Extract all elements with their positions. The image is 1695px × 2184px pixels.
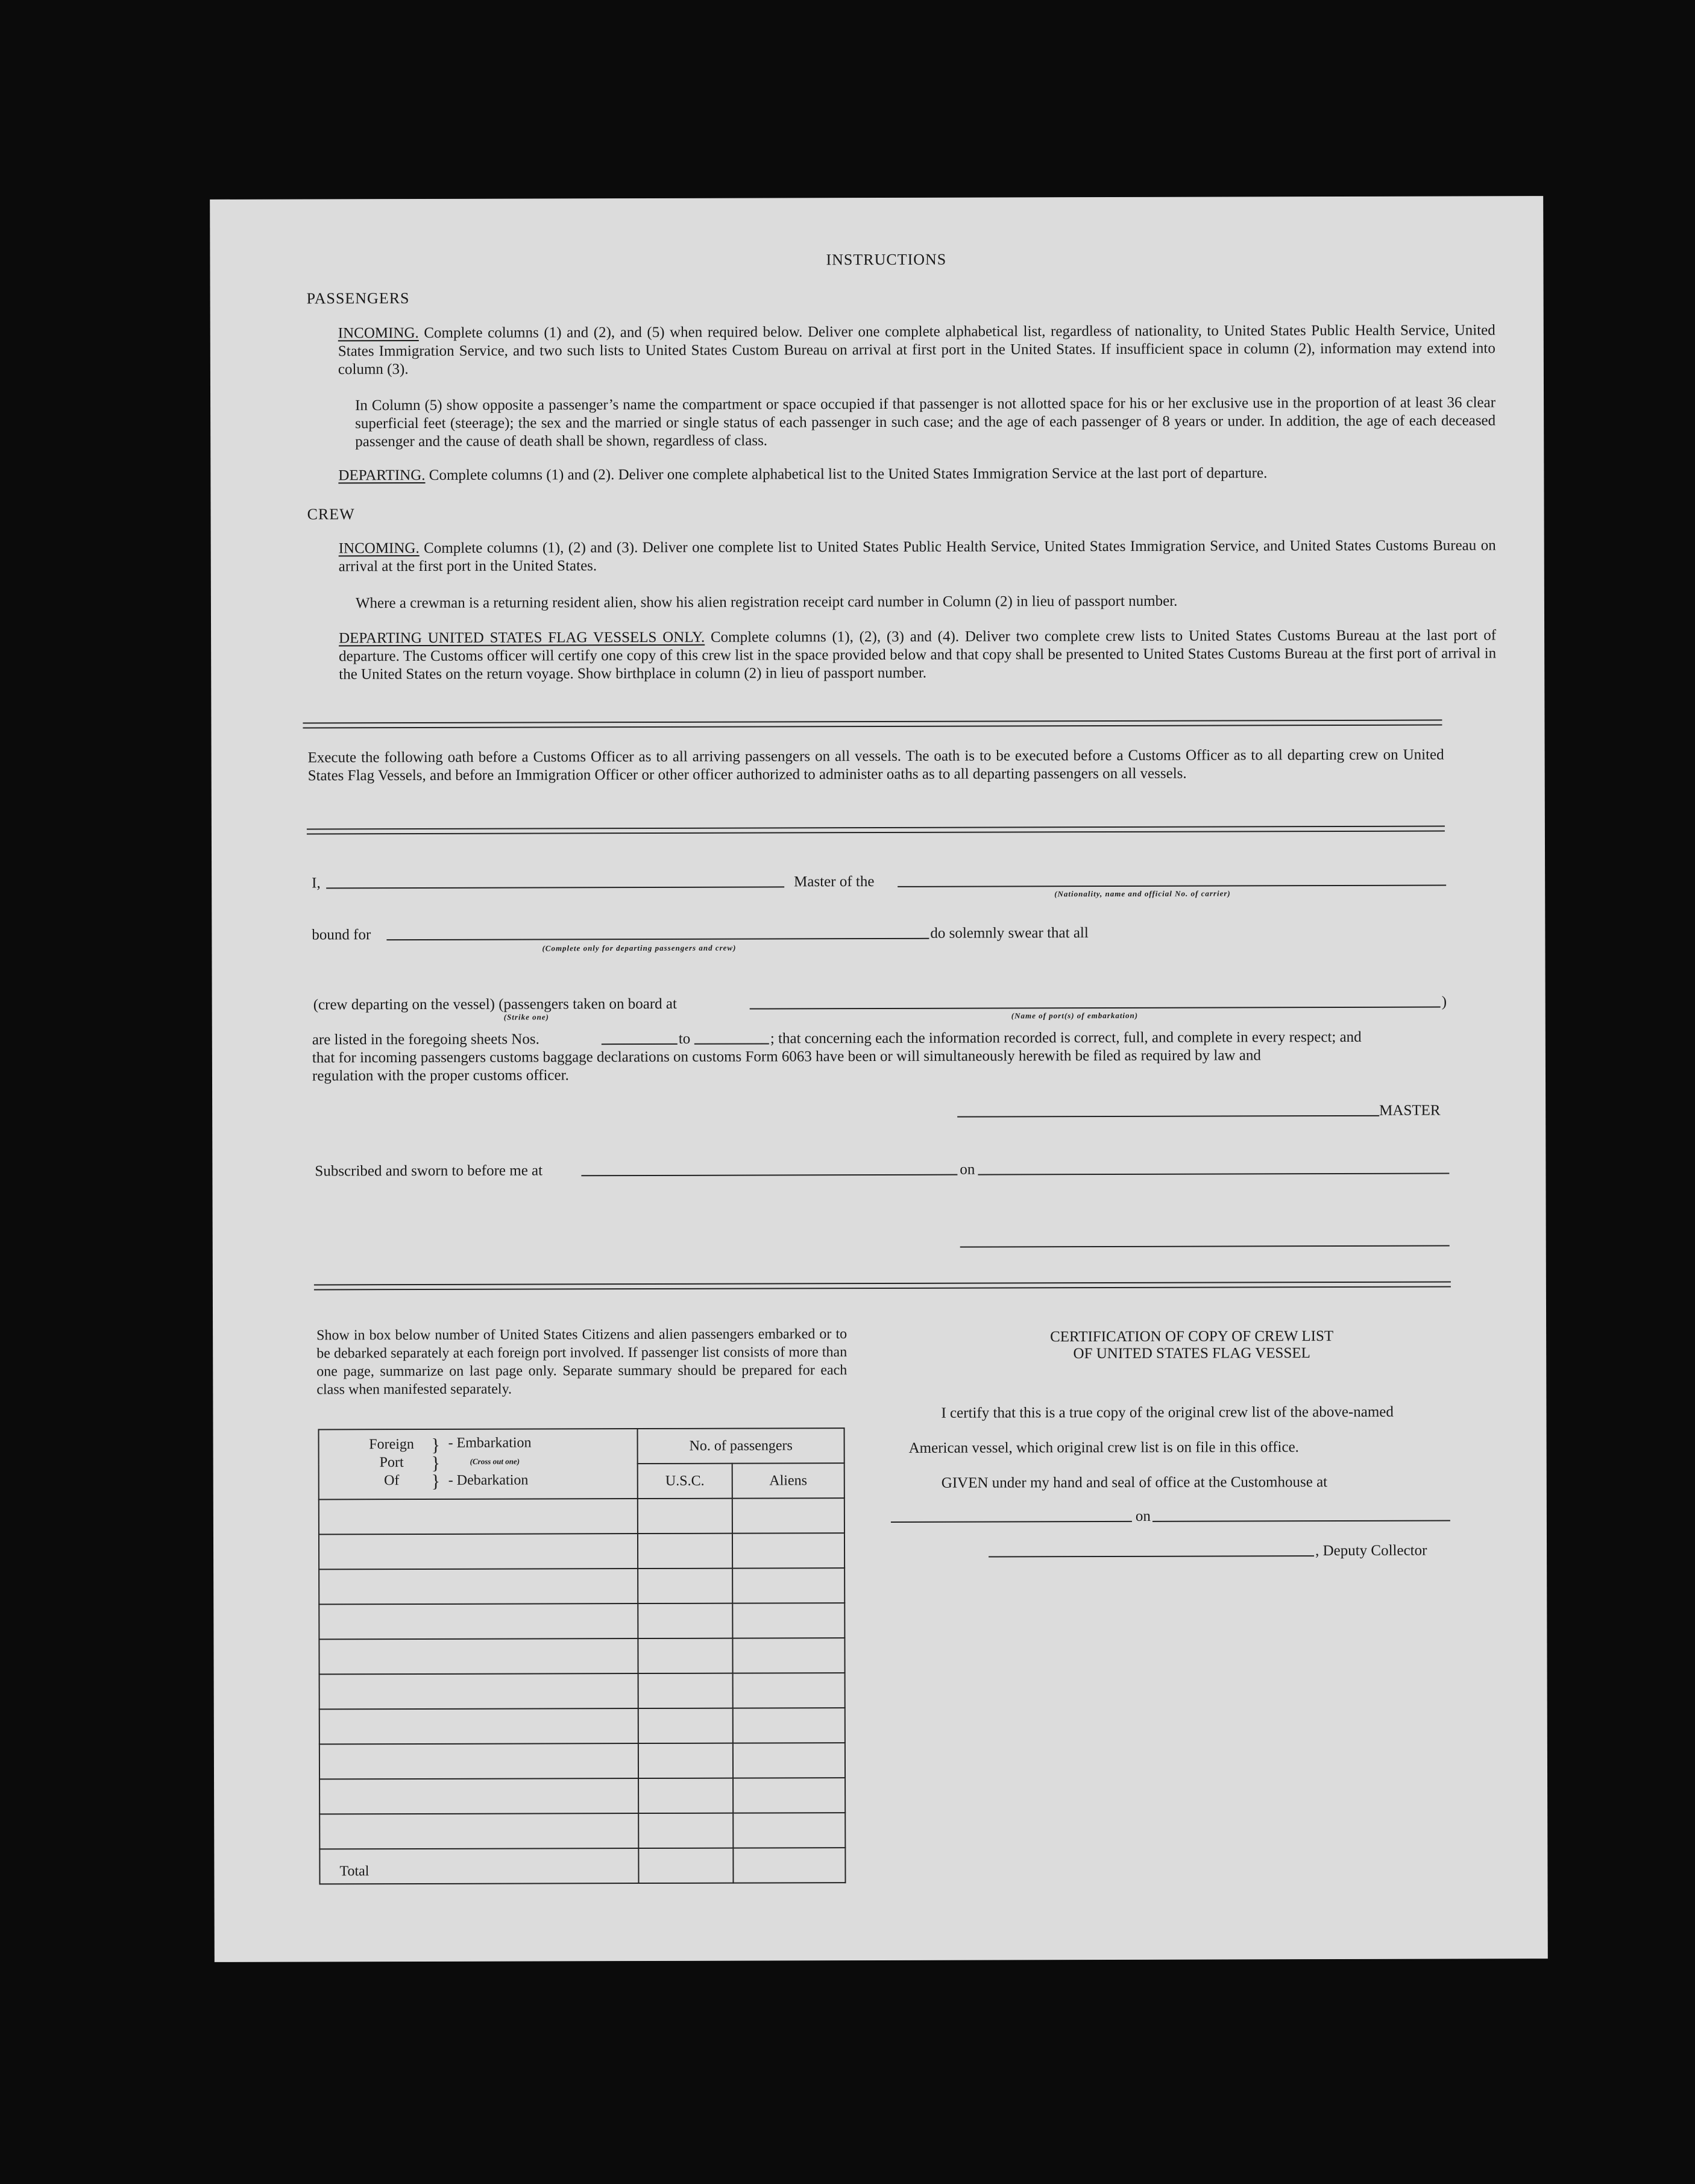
port-cell[interactable] [319, 1813, 638, 1849]
deputy-collector-label: , Deputy Collector [1315, 1542, 1427, 1559]
usc-cell[interactable] [638, 1778, 733, 1813]
nationality-note: (Nationality, name and official No. of carrier) [1054, 889, 1231, 899]
listed-post-text: ; that concerning each the information recorded is correct, full, and complete in every respect; and [770, 1028, 1362, 1047]
listed-to-text: to [678, 1030, 691, 1047]
port-cell[interactable] [319, 1499, 638, 1534]
baggage-declaration-text: that for incoming passengers customs baggage declarations on customs Form 6063 have been or will simultaneously herewith be filed as required by law and [312, 1047, 1261, 1066]
cross-out-note: (Cross out one) [470, 1456, 520, 1466]
foreign-port-header [319, 1429, 638, 1499]
table-row [319, 1743, 845, 1779]
master-of-the-label: Master of the [794, 873, 875, 890]
master-name-field[interactable] [326, 886, 784, 889]
usc-cell[interactable] [638, 1813, 733, 1848]
summary-instructions: Show in box below number of United States Citizens and alien passengers embarked or to be debarked separately at each foreign port involved. If passenger list consists of more than one page, summarize on last page only. Separate summary should be prepared for each class when manifested separately. [316, 1326, 848, 1398]
aliens-cell[interactable] [732, 1638, 844, 1673]
usc-cell[interactable] [638, 1603, 733, 1638]
solemnly-swear-text: do solemnly swear that all [930, 925, 1089, 942]
sheet-from-field[interactable] [602, 1043, 678, 1045]
passengers-departing-text: Complete columns (1) and (2). Deliver one complete alphabetical list to the United States Immigration Service at the last port of departure. [429, 465, 1268, 483]
aliens-cell[interactable] [732, 1533, 844, 1568]
certification-date-field[interactable] [1153, 1520, 1450, 1522]
page-title: INSTRUCTIONS [826, 250, 947, 269]
table-row [319, 1568, 844, 1604]
vessel-field[interactable] [898, 885, 1446, 887]
passengers-incoming-label: INCOMING. [338, 324, 419, 342]
crew-heading: CREW [307, 505, 355, 523]
close-paren: ) [1441, 993, 1447, 1010]
table-row [319, 1778, 845, 1814]
crew-resident-paragraph: Where a crewman is a returning resident alien, show his alien registration receipt card number in Column (2) in lieu of passport number. [355, 593, 1178, 612]
crew-flag-text: Complete columns (1), (2), (3) and (4). Deliver two complete crew lists to United States Customs Bureau at the last port of departure. The Customs officer will certify one copy of this crew list in the space provided below and that copy shall be presented to United States Customs Bureau at the first port of arrival in the United States on the return voyage. Show birthplace in column (2) in lieu of passport number. [339, 627, 1497, 683]
table-row [319, 1498, 844, 1534]
usc-cell[interactable] [638, 1569, 732, 1603]
port-label: Port [379, 1455, 404, 1471]
passengers-incoming-paragraph [338, 321, 1495, 379]
bottom-divider [314, 1282, 1451, 1291]
of-label: Of [384, 1473, 400, 1489]
port-cell[interactable] [319, 1534, 638, 1569]
aliens-cell[interactable] [733, 1743, 845, 1778]
aliens-cell[interactable] [733, 1813, 845, 1848]
crew-departing-text: (crew departing on the vessel) (passengers taken on board at [313, 995, 677, 1013]
brace-icon: } } } [431, 1435, 441, 1491]
column5-paragraph: In Column (5) show opposite a passenger’s name the compartment or space occupied if that passenger is not allotted space for his or her exclusive use in the proportion of at least 36 clear superficial feet (steerage); the sex and the married or single status of each passenger in such case; and the age of each passenger of 8 years or under. In addition, the age of each deceased passenger and the cause of death shall be shown, regardless of class. [355, 394, 1496, 450]
embarkation-label: - Embarkation [448, 1435, 532, 1451]
usc-cell[interactable] [638, 1638, 733, 1673]
sworn-place-field[interactable] [581, 1174, 957, 1177]
oath-i-label: I, [312, 875, 321, 892]
certify-line2: American vessel, which original crew list is on file in this office. [908, 1439, 1299, 1456]
table-row [319, 1603, 844, 1639]
crew-incoming-label: INCOMING. [338, 540, 420, 557]
aliens-cell[interactable] [732, 1603, 844, 1638]
sheet-to-field[interactable] [694, 1043, 769, 1044]
table-row [319, 1638, 844, 1674]
sworn-date-field[interactable] [978, 1173, 1449, 1175]
crew-flag-label: DEPARTING UNITED STATES FLAG VESSELS ONLY. [339, 629, 705, 647]
aliens-cell[interactable] [732, 1673, 844, 1708]
sworn-on-label: on [960, 1161, 975, 1178]
customhouse-field[interactable] [891, 1521, 1132, 1523]
usc-cell[interactable] [638, 1708, 733, 1743]
usc-total-cell[interactable] [639, 1848, 734, 1883]
aliens-cell[interactable] [732, 1498, 844, 1533]
table-row [319, 1813, 845, 1849]
bound-for-label: bound for [312, 927, 371, 943]
subscribed-text: Subscribed and sworn to before me at [315, 1162, 543, 1180]
oath-intro-paragraph: Execute the following oath before a Customs Officer as to all arriving passengers on all vessels. The oath is to be executed before a Customs Officer as to all departing crew on United States Flag Vessels, and before an Immigration Officer or other officer authorized to administer oaths as to all departing passengers on all vessels. [307, 746, 1444, 784]
port-cell[interactable] [319, 1708, 638, 1744]
certification-title-line1: CERTIFICATION OF COPY OF CREW LIST [1050, 1328, 1334, 1345]
total-label: Total [319, 1848, 638, 1884]
complete-only-note: (Complete only for departing passengers and crew) [542, 943, 737, 953]
aliens-cell[interactable] [733, 1778, 845, 1813]
no-of-passengers-header: No. of passengers [638, 1428, 844, 1464]
table-row [319, 1673, 845, 1709]
debarkation-label: - Debarkation [448, 1472, 529, 1488]
listed-sheets-text: are listed in the foregoing sheets Nos. [312, 1031, 539, 1048]
crew-incoming-text: Complete columns (1), (2) and (3). Deliver one complete list to United States Public Health Service, United States Immigration Service, and United States Customs Bureau on arrival at the first port in the United States. [338, 537, 1496, 575]
table-row [319, 1533, 844, 1569]
port-note: (Name of port(s) of embarkation) [1011, 1010, 1139, 1021]
master-signature-field[interactable] [957, 1115, 1379, 1118]
certification-on-label: on [1135, 1508, 1151, 1525]
port-embarkation-field[interactable] [750, 1007, 1441, 1010]
table-row [319, 1708, 845, 1744]
port-cell[interactable] [319, 1569, 638, 1604]
passengers-departing-paragraph [338, 464, 1502, 485]
regulation-text: regulation with the proper customs officer. [312, 1067, 569, 1084]
certification-title-line2: OF UNITED STATES FLAG VESSEL [1073, 1345, 1310, 1362]
usc-cell[interactable] [638, 1534, 732, 1569]
passenger-summary-table [318, 1427, 846, 1884]
crew-incoming-paragraph [339, 537, 1496, 576]
aliens-total-cell[interactable] [733, 1848, 845, 1883]
strike-one-note: (Strike one) [503, 1012, 549, 1022]
usc-cell[interactable] [638, 1499, 732, 1534]
bound-for-field[interactable] [386, 938, 929, 940]
oath-divider [307, 826, 1445, 835]
foreign-label: Foreign [369, 1437, 414, 1453]
total-row [319, 1848, 845, 1884]
crew-flag-paragraph [339, 626, 1496, 684]
port-cell[interactable] [319, 1603, 638, 1639]
officer-signature-field[interactable] [960, 1245, 1450, 1248]
master-label: MASTER [1379, 1102, 1441, 1119]
certify-line1: I certify that this is a true copy of the original crew list of the above-named [941, 1403, 1394, 1421]
passengers-heading: PASSENGERS [306, 289, 410, 307]
aliens-header: Aliens [732, 1463, 844, 1498]
aliens-cell[interactable] [732, 1708, 844, 1743]
usc-header: U.S.C. [638, 1464, 732, 1499]
port-cell[interactable] [319, 1778, 638, 1814]
section-divider [303, 720, 1442, 729]
deputy-signature-field[interactable] [989, 1555, 1314, 1557]
given-text: GIVEN under my hand and seal of office at the Customhouse at [941, 1474, 1328, 1491]
usc-cell[interactable] [638, 1673, 733, 1708]
aliens-cell[interactable] [732, 1568, 844, 1603]
port-cell[interactable] [319, 1638, 638, 1674]
port-cell[interactable] [319, 1743, 638, 1779]
passengers-departing-label: DEPARTING. [338, 467, 426, 484]
usc-cell[interactable] [638, 1743, 733, 1778]
port-cell[interactable] [319, 1673, 638, 1709]
passengers-incoming-text: Complete columns (1) and (2), and (5) when required below. Deliver one complete alphabetical list, regardless of nationality, to United States Public Health Service, United States Immigration Service, and two such lists to United States Custom Bureau on arrival at first port in the United States. If insufficient space in column (2), information may extend into column (3). [338, 322, 1495, 378]
form-page [210, 196, 1548, 1962]
